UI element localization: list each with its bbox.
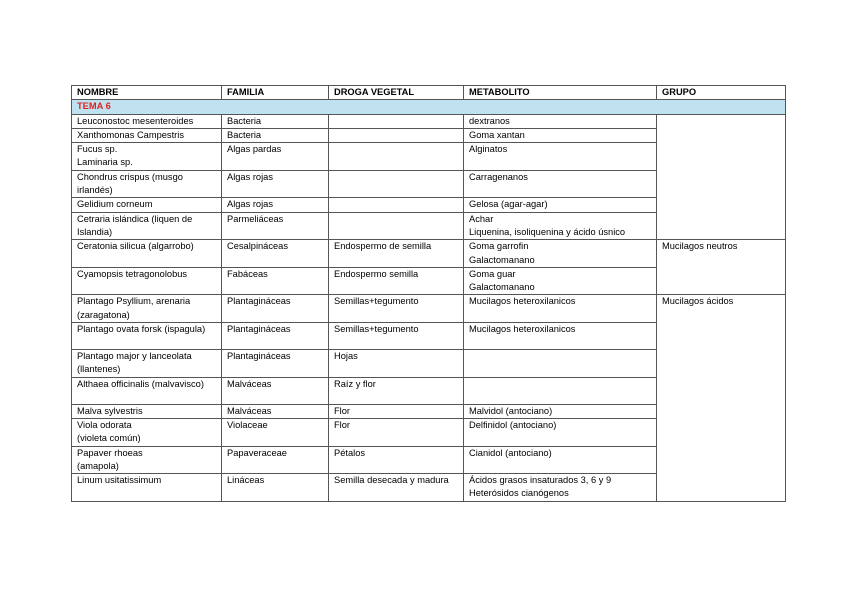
cell-nombre-text: Xanthomonas Campestris <box>77 129 184 140</box>
cell-nombre <box>72 377 222 404</box>
table-row <box>72 295 786 323</box>
cell-familia <box>222 170 329 198</box>
cell-droga <box>329 143 464 171</box>
cell-droga <box>329 350 464 378</box>
cell-droga-text: Endospermo de semilla <box>334 241 432 252</box>
cell-droga <box>329 295 464 323</box>
cell-droga-text: Raíz y flor <box>334 378 376 389</box>
cell-familia-text: Plantagináceas <box>227 324 291 335</box>
table-row <box>72 114 786 128</box>
cell-droga-text: Flor <box>334 405 351 416</box>
cell-droga <box>329 198 464 212</box>
cell-nombre-text: Althaea officinalis (malvavisco) <box>77 378 204 389</box>
cell-nombre-text: Cyamopsis tetragonolobus <box>77 268 188 279</box>
section-row <box>72 100 786 114</box>
cell-nombre-text: Plantago ovata forsk (ispagula) <box>77 324 206 335</box>
cell-nombre-text: Ceratonia silicua (algarrobo) <box>77 241 194 252</box>
metabolito-line: dextranos <box>469 115 510 126</box>
table-body <box>72 100 786 501</box>
cell-familia <box>222 198 329 212</box>
cell-familia <box>222 267 329 295</box>
cell-nombre <box>72 295 222 323</box>
cell-metabolito <box>464 128 657 142</box>
cell-nombre <box>72 212 222 240</box>
cell-nombre-text: Gelidium corneum <box>77 199 153 210</box>
cell-droga-text: Flor <box>334 419 351 430</box>
cell-grupo: Mucilagos ácidos <box>657 295 786 501</box>
metabolito-line: Liquenina, isoliquenina y ácido úsnico <box>469 226 626 237</box>
cell-metabolito <box>464 267 657 295</box>
cell-familia-text: Malváceas <box>227 405 272 416</box>
metabolito-line: Alginatos <box>469 144 508 155</box>
cell-nombre-text: Papaver rhoeas (amapola) <box>77 447 143 471</box>
cell-nombre-text: Plantago major y lanceolata (llantenes) <box>77 351 192 375</box>
cell-familia-text: Algas rojas <box>227 171 273 182</box>
cell-droga <box>329 404 464 418</box>
cell-familia-text: Bacteria <box>227 115 262 126</box>
metabolito-line: Mucilagos heteroxilanicos <box>469 324 576 335</box>
cell-familia-text: Violaceae <box>227 419 268 430</box>
cell-droga <box>329 474 464 502</box>
cell-droga <box>329 170 464 198</box>
cell-familia <box>222 114 329 128</box>
metabolito-line: Galactomanano <box>469 282 535 293</box>
metabolito-line: Heterósidos cianógenos <box>469 488 569 499</box>
header-familia: FAMILIA <box>222 86 329 100</box>
cell-nombre-text: Linum usitatissimum <box>77 475 162 486</box>
metabolito-line: Goma guar <box>469 268 516 279</box>
cell-metabolito <box>464 418 657 446</box>
cell-droga-text: Semillas+tegumento <box>334 324 419 335</box>
metabolito-line: Achar <box>469 213 494 224</box>
cell-familia-text: Fabáceas <box>227 268 268 279</box>
cell-droga-text: Endospermo semilla <box>334 268 419 279</box>
metabolito-line: Mucilagos heteroxilanicos <box>469 296 576 307</box>
metabolito-line: Gelosa (agar-agar) <box>469 199 548 210</box>
cell-familia-text: Plantagináceas <box>227 351 291 362</box>
cell-familia <box>222 323 329 350</box>
cell-droga <box>329 418 464 446</box>
header-droga: DROGA VEGETAL <box>329 86 464 100</box>
cell-metabolito <box>464 295 657 323</box>
cell-nombre <box>72 474 222 502</box>
cell-nombre-text: Chondrus crispus (musgo irlandés) <box>77 171 183 196</box>
cell-familia-text: Lináceas <box>227 475 265 486</box>
metabolito-line: Ácidos grasos insaturados 3, 6 y 9 <box>469 475 612 486</box>
cell-droga <box>329 114 464 128</box>
cell-metabolito <box>464 323 657 350</box>
cell-familia <box>222 240 329 268</box>
cell-familia-text: Algas rojas <box>227 199 273 210</box>
cell-familia-text: Malváceas <box>227 378 272 389</box>
cell-familia-text: Algas pardas <box>227 144 282 155</box>
cell-droga-text: Semilla desecada y madura <box>334 475 449 486</box>
cell-metabolito <box>464 240 657 268</box>
cell-familia <box>222 474 329 502</box>
cell-familia <box>222 295 329 323</box>
cell-droga <box>329 267 464 295</box>
cell-familia <box>222 212 329 240</box>
metabolito-line: Cianidol (antociano) <box>469 447 552 458</box>
cell-metabolito <box>464 377 657 404</box>
cell-familia-text: Cesalpináceas <box>227 241 288 252</box>
cell-familia-text: Parmeliáceas <box>227 213 284 224</box>
header-nombre: NOMBRE <box>72 86 222 100</box>
metabolito-line: Goma garrofin <box>469 241 529 252</box>
cell-droga-text: Hojas <box>334 351 358 362</box>
cell-nombre <box>72 128 222 142</box>
cell-nombre-text: Plantago Psyllium, arenaria (zaragatona) <box>77 296 191 320</box>
plant-table <box>71 85 786 502</box>
cell-nombre <box>72 198 222 212</box>
cell-familia <box>222 418 329 446</box>
cell-metabolito <box>464 350 657 378</box>
cell-nombre <box>72 170 222 198</box>
cell-droga-text: Pétalos <box>334 447 366 458</box>
cell-grupo: Mucilagos neutros <box>657 240 786 295</box>
cell-familia <box>222 446 329 474</box>
section-label: TEMA 6 <box>72 100 786 114</box>
cell-familia-text: Papaveraceae <box>227 447 287 458</box>
cell-metabolito <box>464 143 657 171</box>
cell-droga <box>329 377 464 404</box>
cell-metabolito <box>464 446 657 474</box>
cell-droga <box>329 128 464 142</box>
cell-familia <box>222 143 329 171</box>
cell-droga <box>329 212 464 240</box>
cell-nombre <box>72 446 222 474</box>
cell-droga <box>329 240 464 268</box>
cell-nombre-text: Viola odorata (violeta común) <box>77 419 141 444</box>
header-metabolito: METABOLITO <box>464 86 657 100</box>
cell-nombre <box>72 350 222 378</box>
cell-familia-text: Bacteria <box>227 129 262 140</box>
cell-droga-text: Semillas+tegumento <box>334 296 419 307</box>
cell-nombre <box>72 267 222 295</box>
cell-metabolito <box>464 198 657 212</box>
cell-metabolito <box>464 404 657 418</box>
cell-nombre <box>72 323 222 350</box>
cell-nombre-text: Malva sylvestris <box>77 405 143 416</box>
cell-familia <box>222 404 329 418</box>
cell-nombre-text: Cetraria islándica (liquen de Islandia) <box>77 213 193 237</box>
cell-nombre-text: Leuconostoc mesenteroides <box>77 115 194 126</box>
cell-droga <box>329 323 464 350</box>
cell-familia-text: Plantagináceas <box>227 296 291 307</box>
metabolito-line: Carragenanos <box>469 171 528 182</box>
metabolito-line: Malvidol (antociano) <box>469 405 553 416</box>
header-row <box>72 86 786 100</box>
cell-nombre <box>72 143 222 171</box>
metabolito-line: Delfinidol (antociano) <box>469 419 557 430</box>
cell-metabolito <box>464 114 657 128</box>
cell-nombre <box>72 404 222 418</box>
header-grupo: GRUPO <box>657 86 786 100</box>
metabolito-line: Goma xantan <box>469 129 525 140</box>
cell-nombre <box>72 240 222 268</box>
cell-metabolito <box>464 474 657 502</box>
metabolito-line: Galactomanano <box>469 254 535 265</box>
cell-metabolito <box>464 170 657 198</box>
cell-droga <box>329 446 464 474</box>
cell-grupo <box>657 114 786 240</box>
table-row <box>72 240 786 268</box>
cell-nombre <box>72 114 222 128</box>
cell-metabolito <box>464 212 657 240</box>
cell-familia <box>222 377 329 404</box>
cell-familia <box>222 128 329 142</box>
cell-familia <box>222 350 329 378</box>
cell-nombre <box>72 418 222 446</box>
cell-nombre-text: Fucus sp. Laminaria sp. <box>77 144 133 168</box>
